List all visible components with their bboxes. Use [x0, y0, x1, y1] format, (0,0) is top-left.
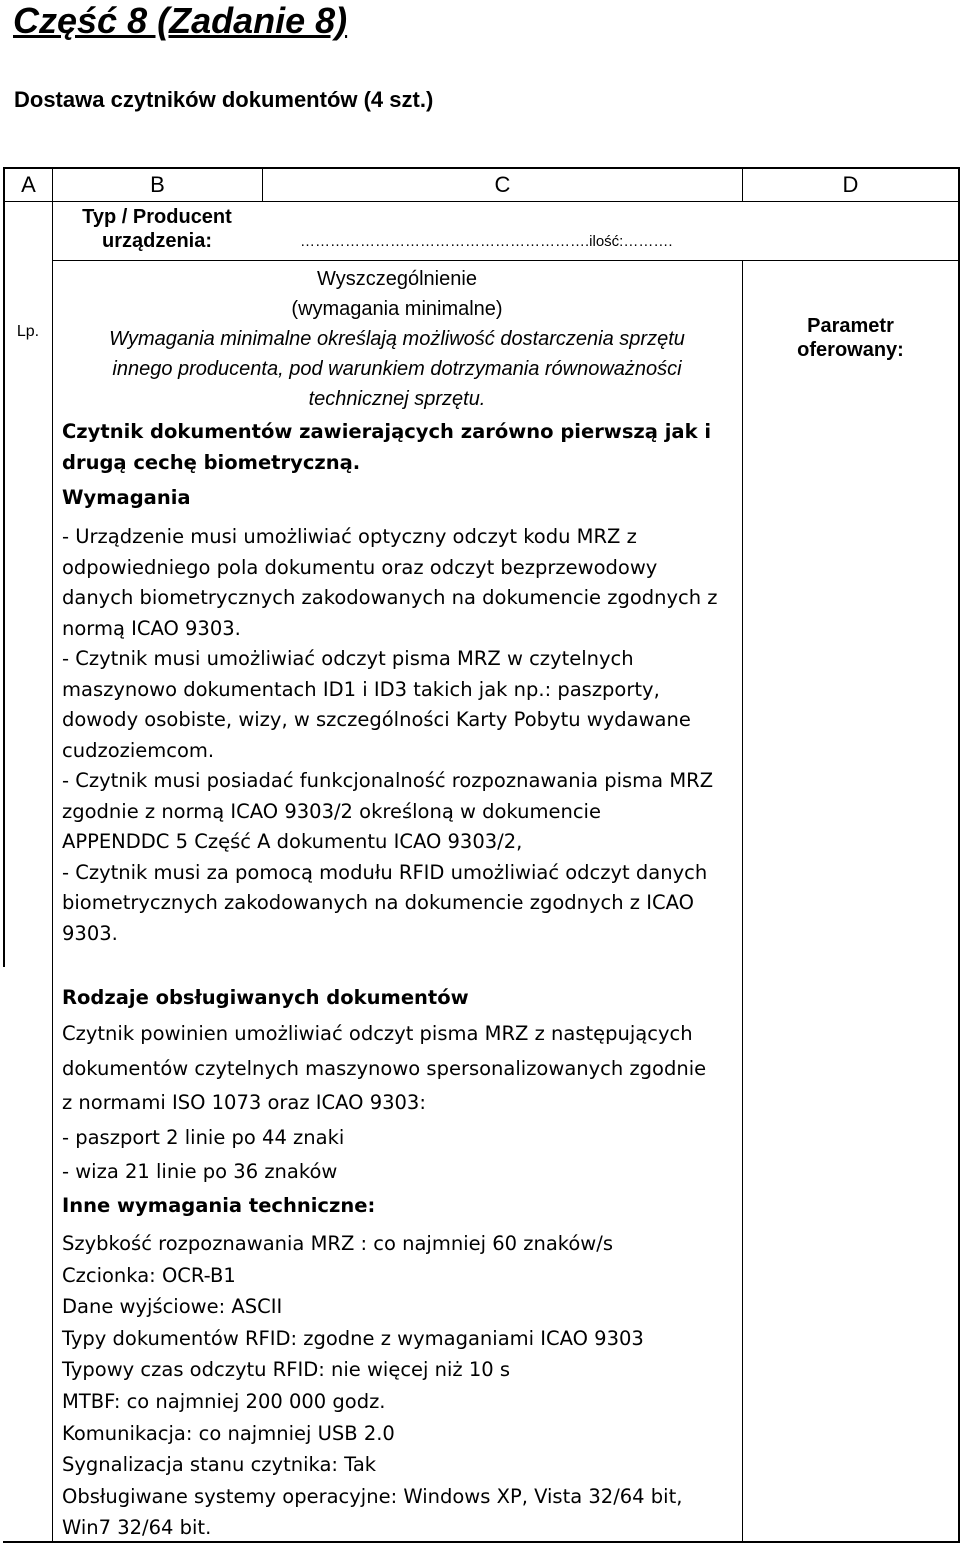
type-quantity-fill-field[interactable]: ………………………………………………….ilość:………. — [300, 233, 673, 250]
spec-header-title: Wyszczególnienie — [317, 268, 477, 290]
lp-label: Lp. — [16, 323, 40, 340]
spec-header-subtitle: (wymagania minimalne) — [291, 298, 503, 320]
technical-line: Typowy czas odczytu RFID: nie więcej niż 10 s — [62, 1358, 511, 1382]
requirement-line: APPENDDC 5 Część A dokumentu ICAO 9303/2, — [62, 830, 523, 853]
device-title-line: Czytnik dokumentów zawierających zarówno pierwszą jak i — [62, 420, 712, 443]
column-divider-cd — [742, 260, 743, 1543]
technical-line: Komunikacja: co najmniej USB 2.0 — [62, 1421, 395, 1445]
technical-line: Win7 32/64 bit. — [62, 1516, 212, 1540]
document-line: z normami ISO 1073 oraz ICAO 9303: — [62, 1091, 426, 1114]
device-title-line: drugą cechę biometryczną. — [62, 451, 361, 474]
requirement-line: 9303. — [62, 921, 118, 945]
type-producer-line-2: urządzenia: — [101, 230, 213, 252]
page-subtitle: Dostawa czytników dokumentów (4 szt.) — [14, 87, 434, 112]
requirement-line: - Czytnik musi umożliwiać odczyt pisma MRZ w czytelnych — [62, 647, 634, 670]
table-left-border — [3, 167, 5, 967]
table-top-border — [3, 167, 960, 169]
requirement-line: - Czytnik musi posiadać funkcjonalność rozpoznawania pisma MRZ — [62, 769, 714, 792]
technical-line: Czcionka: OCR-B1 — [62, 1263, 236, 1287]
type-producer-line-1: Typ / Producent — [82, 206, 232, 228]
requirements-title: Wymagania — [62, 486, 191, 509]
offered-parameter-line-2: oferowany: — [797, 339, 904, 361]
column-header-c: C — [494, 172, 511, 197]
requirement-line: cudzoziemcom. — [62, 738, 215, 762]
technical-line: Obsługiwane systemy operacyjne: Windows XP, Vista 32/64 bit, — [62, 1484, 683, 1508]
column-header-b: B — [150, 172, 165, 197]
requirement-line: normą ICAO 9303. — [62, 616, 241, 640]
device-title — [62, 416, 742, 478]
document-line: - paszport 2 linie po 44 znaki — [62, 1125, 345, 1149]
header-row-border — [3, 201, 960, 202]
requirement-line: maszynowo dokumentach ID1 i ID3 takich jak np.: paszporty, — [62, 677, 660, 701]
technical-line: Szybkość rozpoznawania MRZ : co najmniej 60 znaków/s — [62, 1232, 613, 1255]
spec-note-line: Wymagania minimalne określają możliwość dostarczenia sprzętu — [109, 328, 685, 350]
type-row-border — [52, 260, 960, 261]
technical-line: MTBF: co najmniej 200 000 godz. — [62, 1389, 386, 1413]
requirement-line: zgodnie z normą ICAO 9303/2 określoną w dokumencie — [62, 799, 601, 823]
requirement-line: biometrycznych zakodowanych na dokumencie zgodnych z ICAO — [62, 891, 694, 914]
type-producer-label — [52, 205, 262, 253]
spec-header — [52, 264, 742, 414]
document-line: - wiza 21 linie po 36 znaków — [62, 1160, 338, 1183]
document-line: dokumentów czytelnych maszynowo spersonalizowanych zgodnie — [62, 1056, 707, 1080]
technical-line: Sygnalizacja stanu czytnika: Tak — [62, 1453, 377, 1477]
documents-list — [62, 1017, 742, 1190]
documents-title: Rodzaje obsługiwanych dokumentów — [62, 986, 469, 1009]
requirement-line: - Urządzenie musi umożliwiać optyczny odczyt kodu MRZ z — [62, 525, 637, 548]
requirement-line: odpowiedniego pola dokumentu oraz odczyt bezprzewodowy — [62, 555, 658, 579]
document-line: Czytnik powinien umożliwiać odczyt pisma MRZ z następujących — [62, 1022, 693, 1045]
technical-line: Typy dokumentów RFID: zgodne z wymaganiami ICAO 9303 — [62, 1326, 644, 1350]
offered-parameter-label — [742, 314, 959, 362]
spec-note-line: technicznej sprzętu. — [308, 388, 486, 410]
offered-parameter-line-1: Parametr — [807, 315, 894, 337]
spec-note-line: innego producenta, pod warunkiem dotrzymania równoważności — [112, 358, 682, 380]
requirement-line: - Czytnik musi za pomocą modułu RFID umożliwiać odczyt danych — [62, 860, 708, 884]
technical-requirements-list — [62, 1228, 742, 1544]
technical-requirements-title: Inne wymagania techniczne: — [62, 1194, 376, 1217]
page-title: Część 8 (Zadanie 8) — [13, 0, 348, 41]
column-header-d: D — [842, 172, 859, 197]
requirement-line: dowody osobiste, wizy, w szczególności Karty Pobytu wydawane — [62, 708, 691, 731]
requirements-list — [62, 522, 742, 949]
column-header-a: A — [21, 172, 36, 197]
technical-line: Dane wyjściowe: ASCII — [62, 1295, 283, 1319]
requirement-line: danych biometrycznych zakodowanych na dokumencie zgodnych z — [62, 586, 718, 609]
